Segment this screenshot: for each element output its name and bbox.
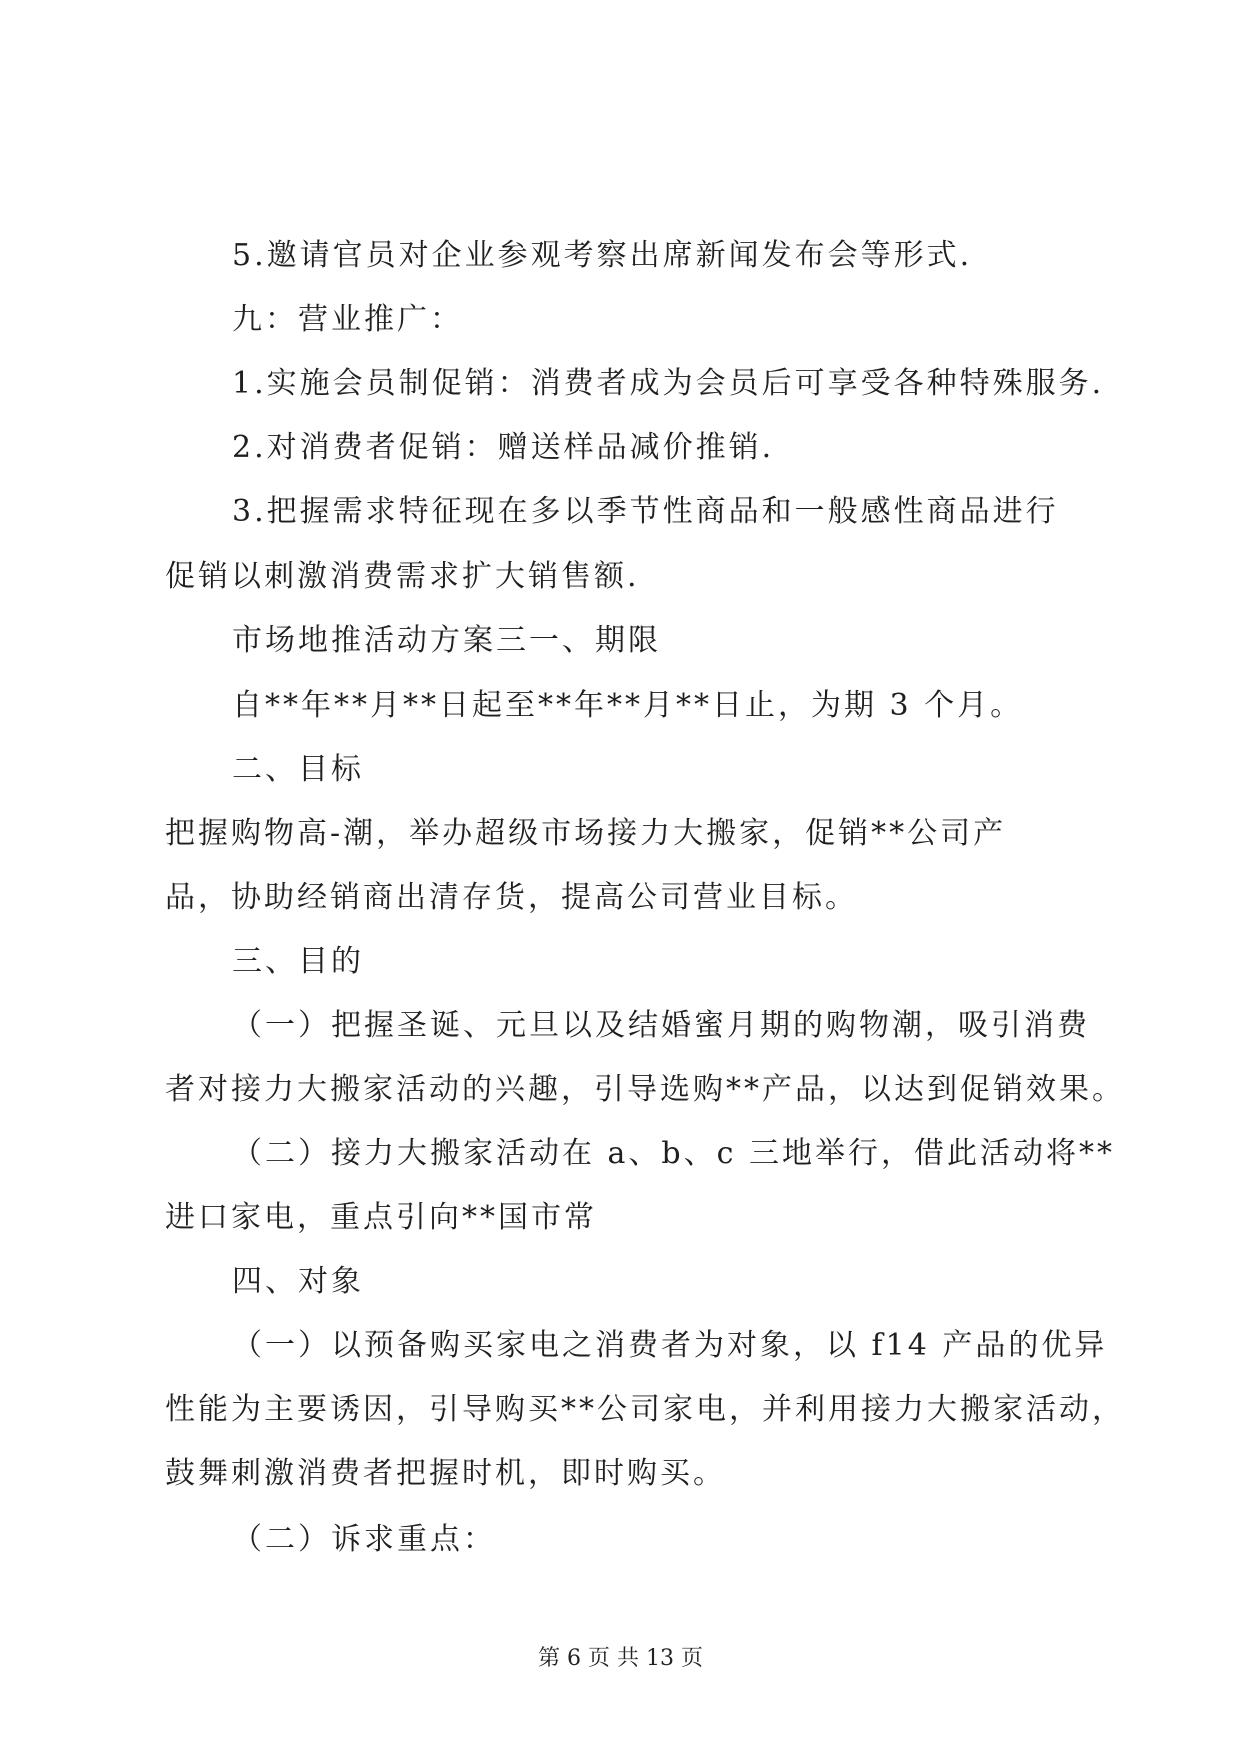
text-line: 2.对消费者促销：赠送样品减价推销. xyxy=(232,430,775,465)
text-line: 者对接力大搬家活动的兴趣，引导选购**产品，以达到促销效果。 xyxy=(165,1072,1125,1107)
text-line: （二）接力大搬家活动在 a、b、c 三地举行，借此活动将** xyxy=(232,1136,1115,1171)
text-line: 品，协助经销商出清存货，提高公司营业目标。 xyxy=(165,880,858,915)
text-line: 把握购物高-潮，举办超级市场接力大搬家，促销**公司产 xyxy=(165,816,1007,851)
text-line: （二）诉求重点： xyxy=(232,1522,496,1557)
text-line: 3.把握需求特征现在多以季节性商品和一般感性商品进行 xyxy=(232,494,1059,529)
text-line: 进口家电，重点引向**国市常 xyxy=(165,1200,597,1235)
section-heading: 四、对象 xyxy=(232,1264,364,1299)
section-heading: 三、目的 xyxy=(232,944,364,979)
section-heading: 九：营业推广： xyxy=(232,302,463,337)
section-heading: 二、目标 xyxy=(232,752,364,787)
text-line: 5.邀请官员对企业参观考察出席新闻发布会等形式. xyxy=(232,238,973,273)
section-heading: 市场地推活动方案三一、期限 xyxy=(232,623,661,658)
text-line: （一）以预备购买家电之消费者为对象，以 f14 产品的优异 xyxy=(232,1328,1108,1363)
page-footer: 第 6 页 共 13 页 xyxy=(538,1646,703,1671)
text-line: 性能为主要诱因，引导购买**公司家电，并利用接力大搬家活动， xyxy=(165,1392,1125,1427)
text-line: 自**年**月**日起至**年**月**日止，为期 3 个月。 xyxy=(232,688,1024,723)
text-line: 鼓舞刺激消费者把握时机，即时购买。 xyxy=(165,1456,726,1491)
text-line: 促销以刺激消费需求扩大销售额. xyxy=(165,559,640,594)
text-line: 1.实施会员制促销：消费者成为会员后可享受各种特殊服务. xyxy=(232,366,1105,401)
text-line: （一）把握圣诞、元旦以及结婚蜜月期的购物潮，吸引消费 xyxy=(232,1008,1090,1043)
